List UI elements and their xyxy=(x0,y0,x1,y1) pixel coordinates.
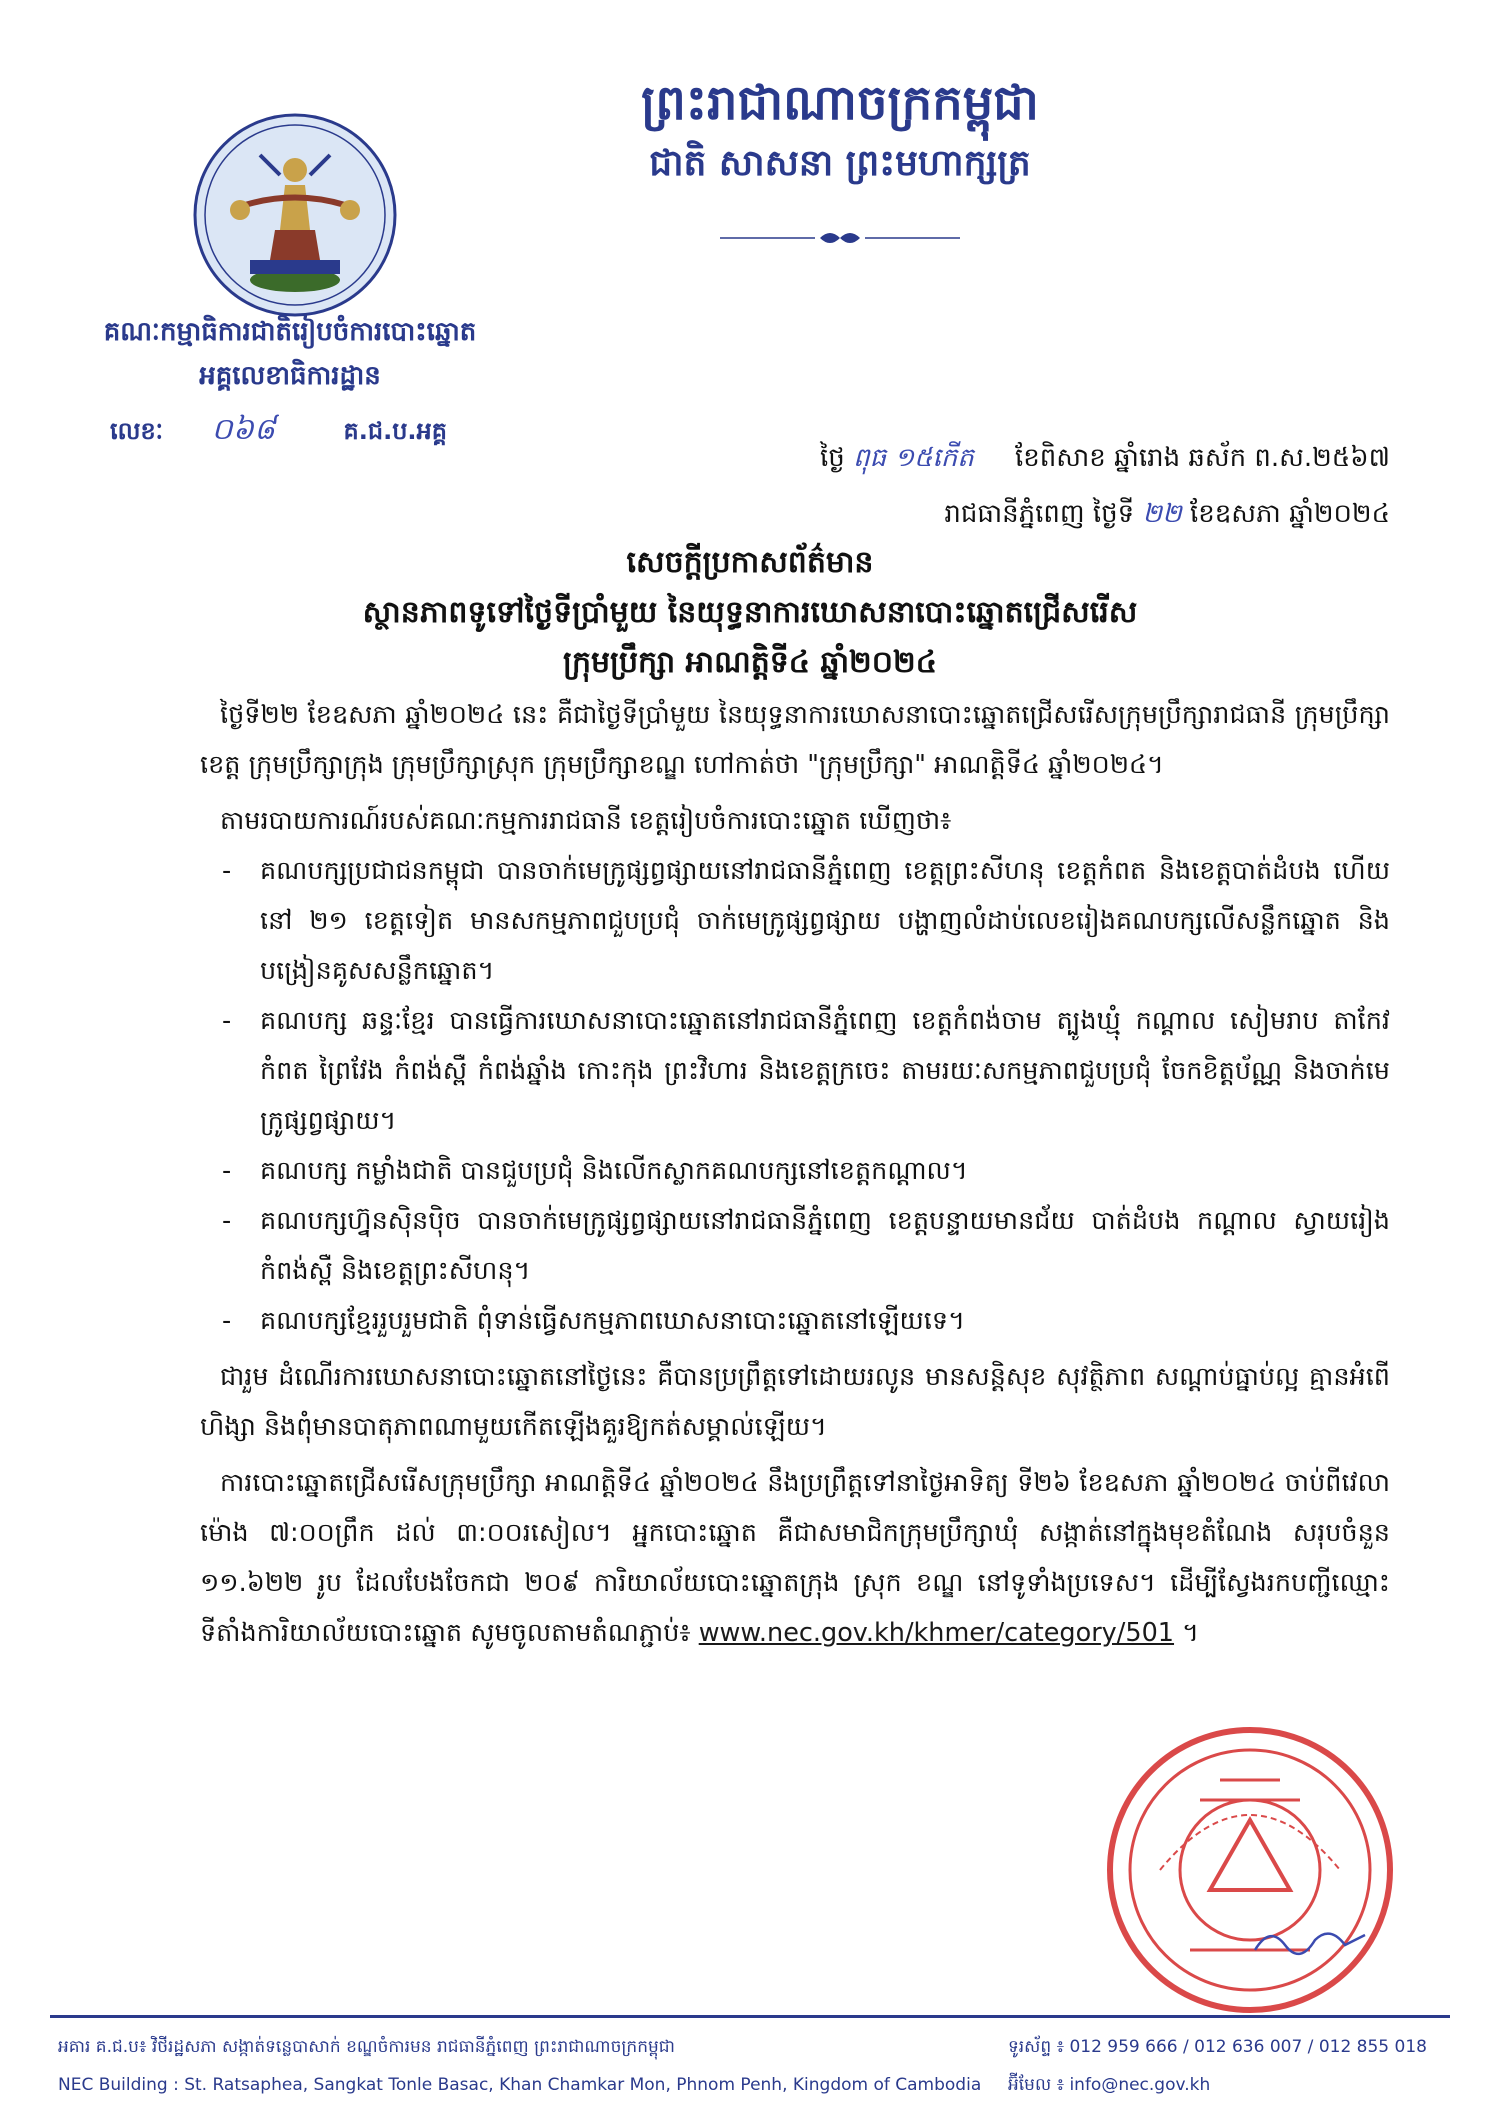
link-suffix: ។ xyxy=(1174,1618,1199,1648)
title-line-2: ស្ថានភាពទូទៅថ្ងៃទីប្រាំមួយ នៃយុទ្ធនាការឃោសនាបោះឆ្នោតជ្រើសរើស xyxy=(362,595,1138,630)
footer-divider xyxy=(50,2015,1450,2018)
title-line-1: សេចក្តីប្រកាសព័ត៌មាន xyxy=(626,545,874,580)
list-item-text: គណបក្សហ្វ៊ុនស៊ិនប៉ិច បានចាក់មេក្រូផ្សព្វផ្សាយនៅរាជធានីភ្នំពេញ ខេត្តបន្ទាយមានជ័យ បាត់ដំបង កណ្តាល ស្វាយរៀង កំពង់ស្ពឺ និងខេត្តព្រះសីហនុ។ xyxy=(260,1206,1390,1286)
signature-mark xyxy=(1250,1920,1370,1960)
nec-emblem-logo xyxy=(190,110,400,320)
election-details-text: ការបោះឆ្នោតជ្រើសរើសក្រុមប្រឹក្សា អាណត្តិទី៤ ឆ្នាំ២០២៤ នឹងប្រព្រឹត្តទៅនាថ្ងៃអាទិត្យ ទី២៦ ខែឧសភា ឆ្នាំ២០២៤ ចាប់ពីវេលាម៉ោង ៧:០០ព្រឹក ដល់ ៣:០០រសៀល។ អ្នកបោះឆ្នោត គឺជាសមាជិកក្រុមប្រឹក្សាឃុំ សង្កាត់នៅក្នុងមុខតំណែង សរុបចំនួន ១១.៦២២ រូប ដែលបែងចែកជា ២០៩ ការិយាល័យបោះឆ្នោតក្រុង ស្រុក ខណ្ឌ នៅទូទាំងប្រទេស។ ដើម្បីស្វែងរកបញ្ជីឈ្មោះទីតាំងការិយាល័យបោះឆ្នោត សូមចូលតាមតំណភ្ជាប់៖ xyxy=(200,1468,1390,1648)
secretariat-name: អគ្គលេខាធិការដ្ឋាន xyxy=(199,361,381,391)
national-motto: ជាតិ សាសនា ព្រះមហាក្សត្រ xyxy=(649,143,1031,184)
lunar-prefix: ថ្ងៃ xyxy=(820,443,845,473)
footer-email: អ៊ីមែល ៖ info@nec.gov.kh xyxy=(1008,2075,1211,2095)
paragraph-summary: ជារួម ដំណើរការឃោសនាបោះឆ្នោតនៅថ្ងៃនេះ គឺបានប្រព្រឹត្តទៅដោយរលូន មានសន្តិសុខ សុវត្ថិភាព សណ្តាប់ធ្នាប់ល្អ គ្មានអំពើហិង្សា និងពុំមានបាតុភាពណាមួយកើតឡើងគួរឱ្យកត់សម្គាល់ឡើយ។ xyxy=(200,1362,1390,1442)
kingdom-header xyxy=(560,70,1120,192)
ornament-divider xyxy=(720,228,960,248)
reference-label: លេខៈ xyxy=(110,417,164,445)
list-item: - គណបក្សប្រជាជនកម្ពុជា បានចាក់មេក្រូផ្សព្វផ្សាយនៅរាជធានីភ្នំពេញ ខេត្តព្រះសីហនុ ខេត្តកំពត និងខេត្តបាត់ដំបង ហើយនៅ ២១ ខេត្តទៀត មានសកម្មភាពជួបប្រជុំ ចាក់មេក្រូផ្សព្វផ្សាយ បង្ហាញលំដាប់លេខរៀងគណបក្សលើសន្លឹកឆ្នោត និងបង្រៀនគូសសន្លឹកឆ្នោត។ xyxy=(222,856,1390,986)
date-block xyxy=(520,430,1390,542)
lunar-handwritten: ពុធ ១៥កើត xyxy=(853,443,974,473)
kingdom-name: ព្រះរាជាណាចក្រកម្ពុជា xyxy=(641,75,1039,131)
list-item: - គណបក្សហ្វ៊ុនស៊ិនប៉ិច បានចាក់មេក្រូផ្សព្វផ្សាយនៅរាជធានីភ្នំពេញ ខេត្តបន្ទាយមានជ័យ បាត់ដំបង កណ្តាល ស្វាយរៀង កំពង់ស្ពឺ និងខេត្តព្រះសីហនុ។ xyxy=(222,1206,1390,1286)
footer-address-km: អគារ គ.ជ.ប៖ វិថីរដ្ឋសភា សង្កាត់ទន្លេបាសាក់ ខណ្ឌចំការមន រាជធានីភ្នំពេញ ព្រះរាជាណាចក្រកម្ពុជា xyxy=(58,2037,675,2057)
solar-date xyxy=(520,486,1390,542)
reference-number: ០៦៨ xyxy=(211,412,276,447)
list-item-text: គណបក្ស ឆន្ទៈខ្មែរ បានធ្វើការឃោសនាបោះឆ្នោតនៅរាជធានីភ្នំពេញ ខេត្តកំពង់ចាម ត្បូងឃ្មុំ កណ្តាល សៀមរាប តាកែវ កំពត ព្រៃវែង កំពង់ស្ពឺ កំពង់ឆ្នាំង កោះកុង ព្រះវិហារ និងខេត្តក្រចេះ តាមរយៈសកម្មភាពជួបប្រជុំ ចែកខិត្តប័ណ្ណ និងចាក់មេក្រូផ្សព្វផ្សាយ។ xyxy=(260,1006,1390,1136)
list-item: - គណបក្សខ្មែររួបរួមជាតិ ពុំទាន់ធ្វើសកម្មភាពឃោសនាបោះឆ្នោតនៅឡើយទេ។ xyxy=(222,1306,965,1336)
organization-block xyxy=(30,310,550,398)
list-item-text: គណបក្សប្រជាជនកម្ពុជា បានចាក់មេក្រូផ្សព្វផ្សាយនៅរាជធានីភ្នំពេញ ខេត្តព្រះសីហនុ ខេត្តកំពត និងខេត្តបាត់ដំបង ហើយនៅ ២១ ខេត្តទៀត មានសកម្មភាពជួបប្រជុំ ចាក់មេក្រូផ្សព្វផ្សាយ បង្ហាញលំដាប់លេខរៀងគណបក្សលើសន្លឹកឆ្នោត និងបង្រៀនគូសសន្លឹកឆ្នោត។ xyxy=(260,856,1390,986)
official-seal-stamp xyxy=(1100,1720,1400,2020)
list-item: - គណបក្ស ឆន្ទៈខ្មែរ បានធ្វើការឃោសនាបោះឆ្នោតនៅរាជធានីភ្នំពេញ ខេត្តកំពង់ចាម ត្បូងឃ្មុំ កណ្តាល សៀមរាប តាកែវ កំពត ព្រៃវែង កំពង់ស្ពឺ កំពង់ឆ្នាំង កោះកុង ព្រះវិហារ និងខេត្តក្រចេះ តាមរយៈសកម្មភាពជួបប្រជុំ ចែកខិត្តប័ណ្ណ និងចាក់មេក្រូផ្សព្វផ្សាយ។ xyxy=(222,1006,1390,1136)
reference-suffix: គ.ជ.ប.អគ្គ xyxy=(343,417,448,445)
footer xyxy=(58,2028,1448,2104)
polling-stations-link[interactable]: www.nec.gov.kh/khmer/category/501 xyxy=(698,1618,1175,1648)
document-body xyxy=(200,690,1390,1658)
list-item-text: គណបក្សខ្មែររួបរួមជាតិ ពុំទាន់ធ្វើសកម្មភាពឃោសនាបោះឆ្នោតនៅឡើយទេ។ xyxy=(260,1306,965,1336)
list-item-text: គណបក្ស កម្លាំងជាតិ បានជួបប្រជុំ និងលើកស្លាកគណបក្សនៅខេត្តកណ្តាល។ xyxy=(260,1156,968,1186)
footer-address-en: NEC Building : St. Ratsaphea, Sangkat Tonle Basac, Khan Chamkar Mon, Phnom Penh, Kingdom of Cambodia xyxy=(58,2075,982,2095)
document-title xyxy=(100,538,1400,688)
lunar-date xyxy=(520,430,1390,486)
solar-prefix: រាជធានីភ្នំពេញ ថ្ងៃទី xyxy=(944,499,1135,529)
paragraph-report-intro: តាមរបាយការណ៍របស់គណៈកម្មការរាជធានី ខេត្តរៀបចំការបោះឆ្នោត ឃើញថា៖ xyxy=(220,806,952,836)
lunar-rest: ខែពិសាខ ឆ្នាំរោង ឆស័ក ព.ស.២៥៦៧ xyxy=(1015,443,1390,473)
solar-day-handwritten: ២២ xyxy=(1142,499,1182,529)
list-item: - គណបក្ស កម្លាំងជាតិ បានជួបប្រជុំ និងលើកស្លាកគណបក្សនៅខេត្តកណ្តាល។ xyxy=(222,1156,968,1186)
paragraph-intro: ថ្ងៃទី២២ ខែឧសភា ឆ្នាំ២០២៤ នេះ គឺជាថ្ងៃទីប្រាំមួយ នៃយុទ្ធនាការឃោសនាបោះឆ្នោតជ្រើសរើសក្រុមប្រឹក្សារាជធានី ក្រុមប្រឹក្សាខេត្ត ក្រុមប្រឹក្សាក្រុង ក្រុមប្រឹក្សាស្រុក ក្រុមប្រឹក្សាខណ្ឌ ហៅកាត់ថា "ក្រុមប្រឹក្សា" អាណត្តិទី៤ ឆ្នាំ២០២៤។ xyxy=(200,700,1390,780)
party-activity-list xyxy=(200,846,1390,1346)
footer-phone: ទូរស័ព្ទ ៖ 012 959 666 / 012 636 007 / 012 855 018 xyxy=(1008,2037,1427,2057)
paragraph-election-details xyxy=(200,1458,1390,1658)
organization-name: គណៈកម្មាធិការជាតិរៀបចំការបោះឆ្នោត xyxy=(103,317,477,347)
title-line-3: ក្រុមប្រឹក្សា អាណត្តិទី៤ ឆ្នាំ២០២៤ xyxy=(563,645,937,680)
solar-rest: ខែឧសភា ឆ្នាំ២០២៤ xyxy=(1190,499,1390,529)
reference-number-line xyxy=(110,410,447,454)
